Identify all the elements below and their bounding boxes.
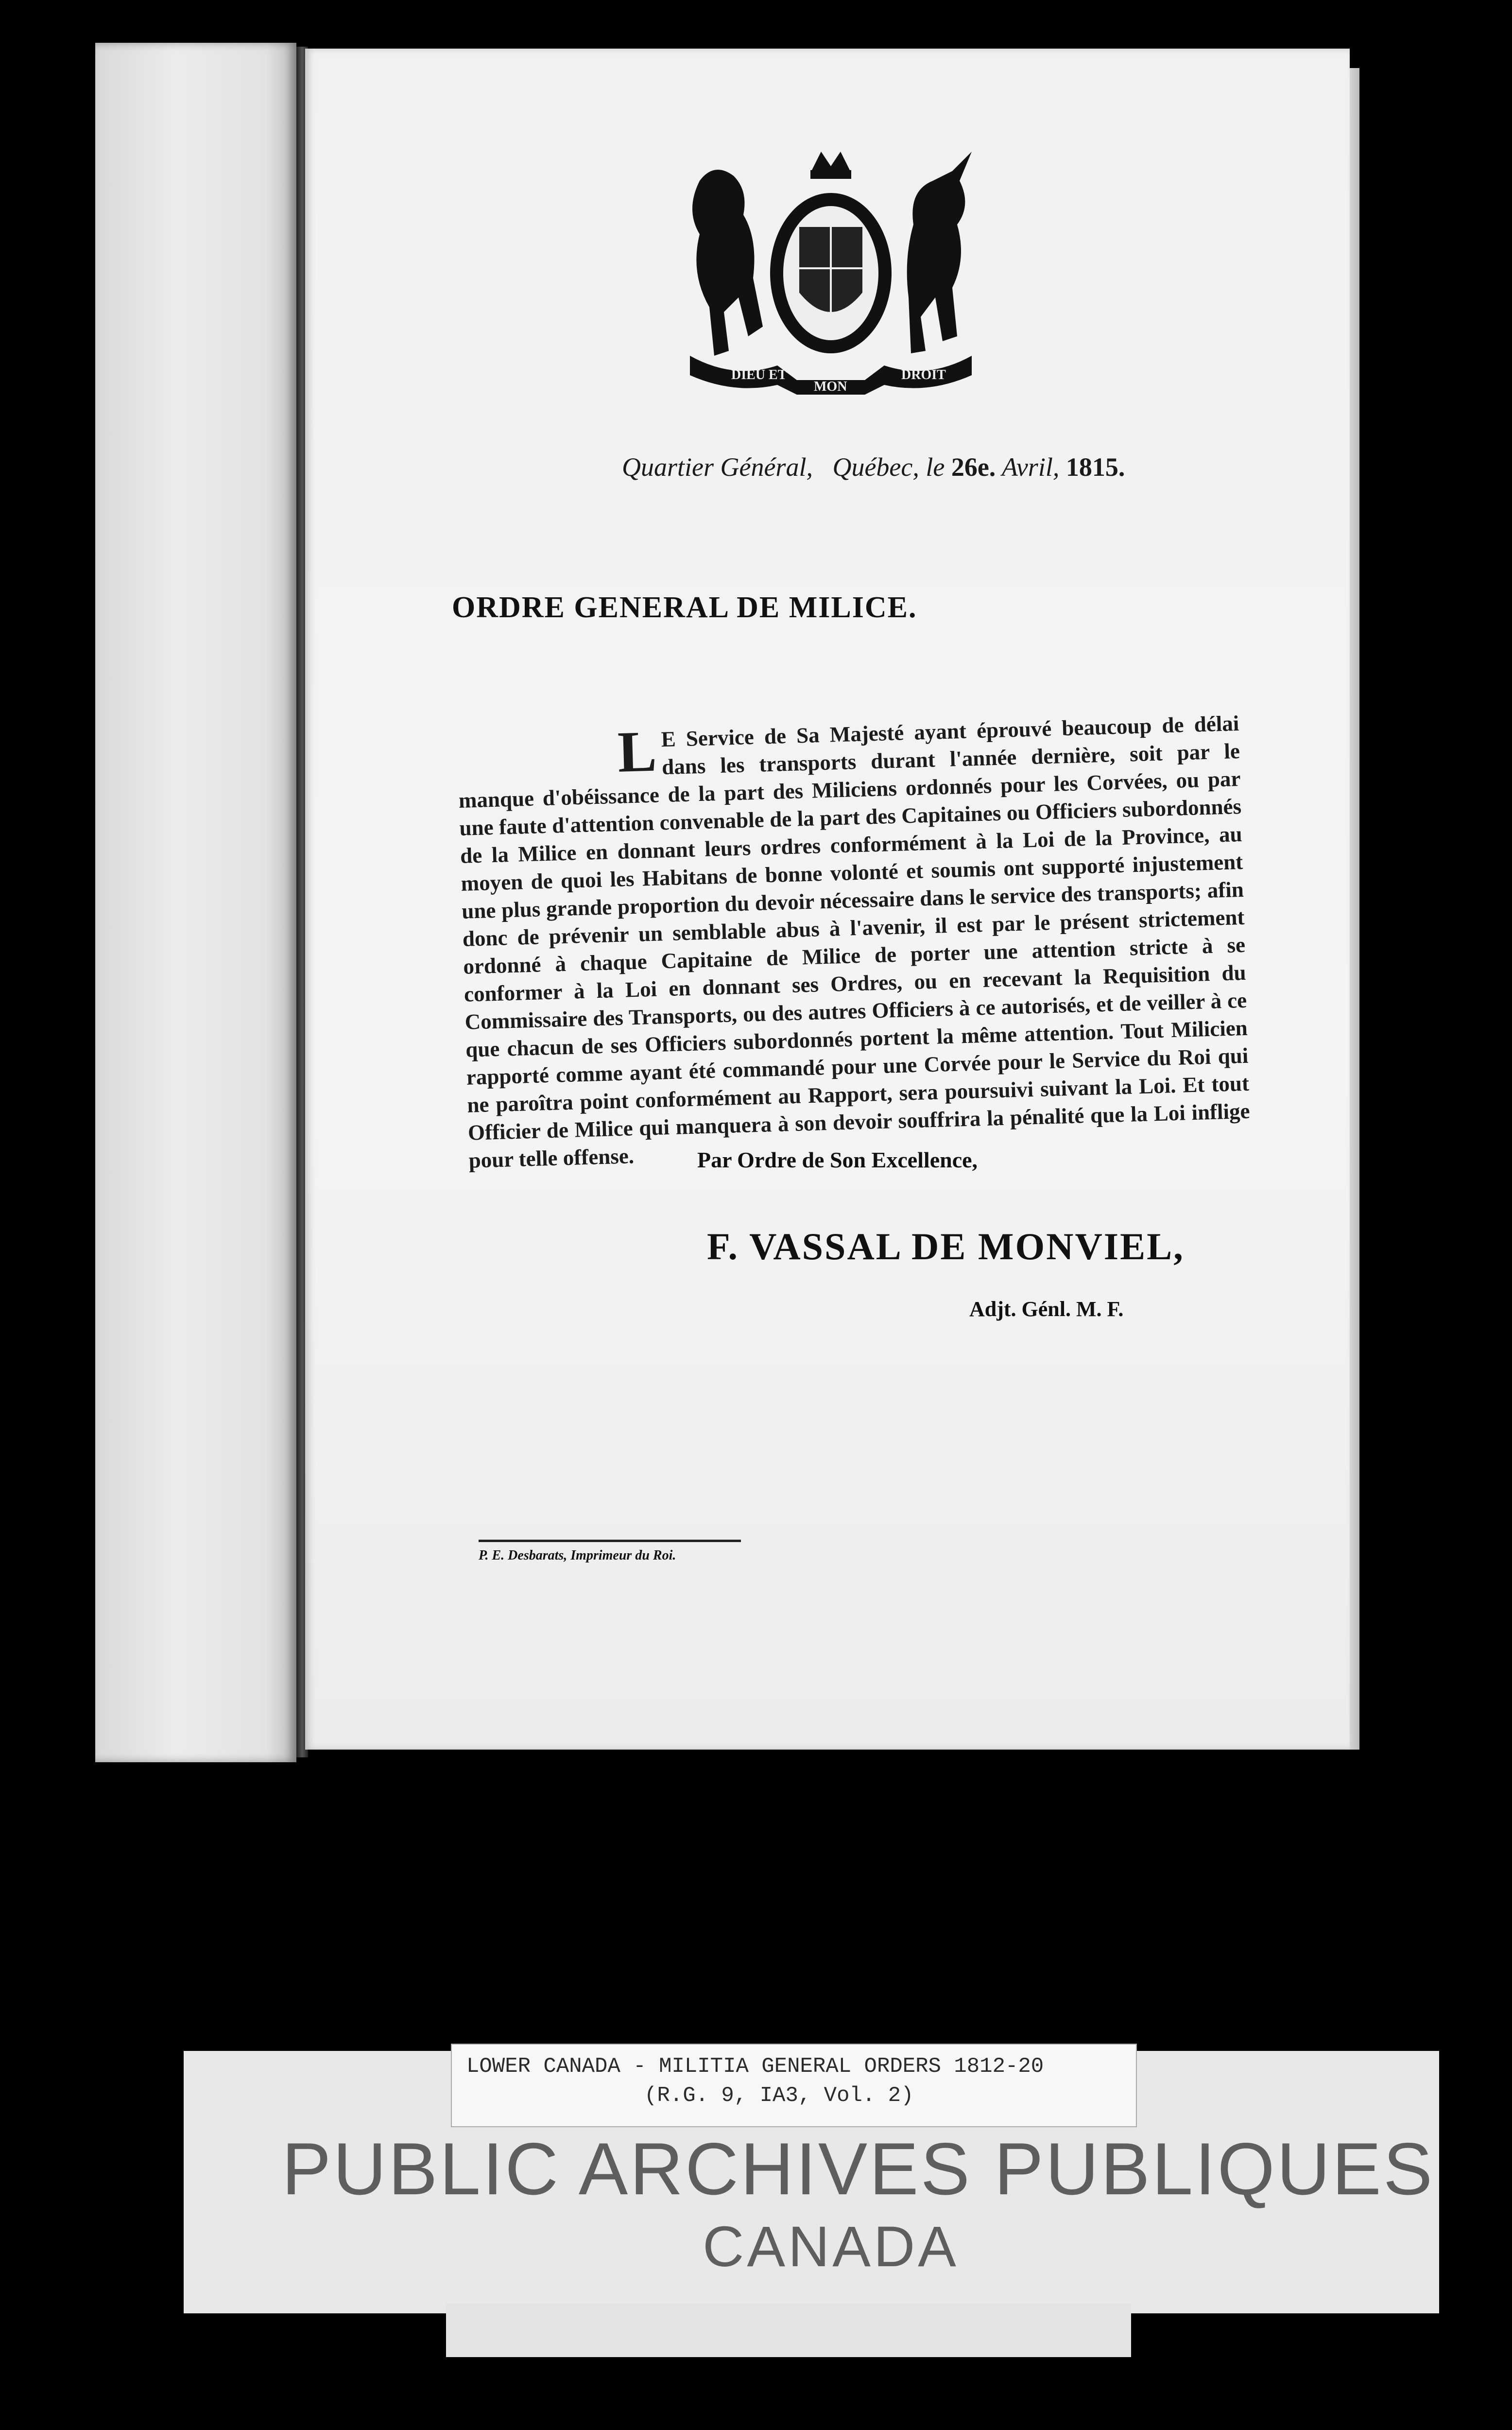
dateline-year: 1815. [1065,452,1125,482]
archive-country: CANADA [703,2215,959,2279]
signer-name: F. VASSAL DE MONVIEL, [707,1225,1185,1267]
dateline-day: 26e. [951,452,996,482]
dateline-month: Avril, [1001,452,1060,482]
order-body [457,710,1251,1175]
archive-institution: PUBLIC ARCHIVES PUBLIQUES [282,2128,1435,2210]
dateline-city: Québec, le [832,452,945,482]
printer-rule [479,1540,741,1542]
document-title: ORDRE GENERAL DE MILICE. [452,591,917,624]
signer-rank: Adjt. Génl. M. F. [969,1297,1124,1321]
archive-reference-label [451,2044,1137,2127]
printer-imprint: P. E. Desbarats, Imprimeur du Roi. [479,1548,676,1563]
royal-coat-of-arms-icon [680,152,981,395]
left-page-edge [95,43,296,1762]
archive-card-strip [446,2304,1131,2357]
motto-left: DIEU ET [731,367,787,382]
motto-center: MON [814,379,847,394]
by-order-line: Par Ordre de Son Excellence, [697,1147,978,1172]
drop-cap: L [617,718,658,784]
dateline [622,452,1254,482]
archive-label-line1: LOWER CANADA - MILITIA GENERAL ORDERS 1812-20 [466,2054,1044,2079]
order-body-text: E Service de Sa Majesté ayant éprouvé beaucoup de délai dans les transports durant l'année dernière, soit par le manque d'obéissance de la part des Miliciens ordonnés pour les Corvées, ou par une faute d'attention convenable de la part des Capitaines ou Officiers subordonnés de la Milice en donnant leurs ordres conformément à la Loi de la Province, au moyen de quoi les Habitans de bonne volonté et soumis ont supporté injustement une plus grande proportion du devoir nécessaire dans le service des transports; afin donc de prévenir un semblable abus à l'avenir, il est par le présent strictement ordonné à chaque Capitaine de Milice de porter une attention stricte à se conformer à la Loi en donnant ses Ordres, ou en recevant la Requisition du Commissaire des Transports, ou des autres Officiers à ce autorisés, et de veiller à ce que chacun de ses Officiers subordonnés portent la même attention. Tout Milicien rapporté comme ayant été commandé pour une Corvée pour le Service du Roi qui ne paroîtra point conformément au Rapport, sera poursuivi suivant la Loi. Et tout Officier de Milice qui manquera à son devoir souffrira la pénalité que la Loi inflige pour telle offense. [458,711,1251,1173]
motto-right: DROIT [901,367,946,382]
dateline-place: Quartier Général, [622,452,813,482]
archive-label-line2: (R.G. 9, IA3, Vol. 2) [644,2083,914,2108]
